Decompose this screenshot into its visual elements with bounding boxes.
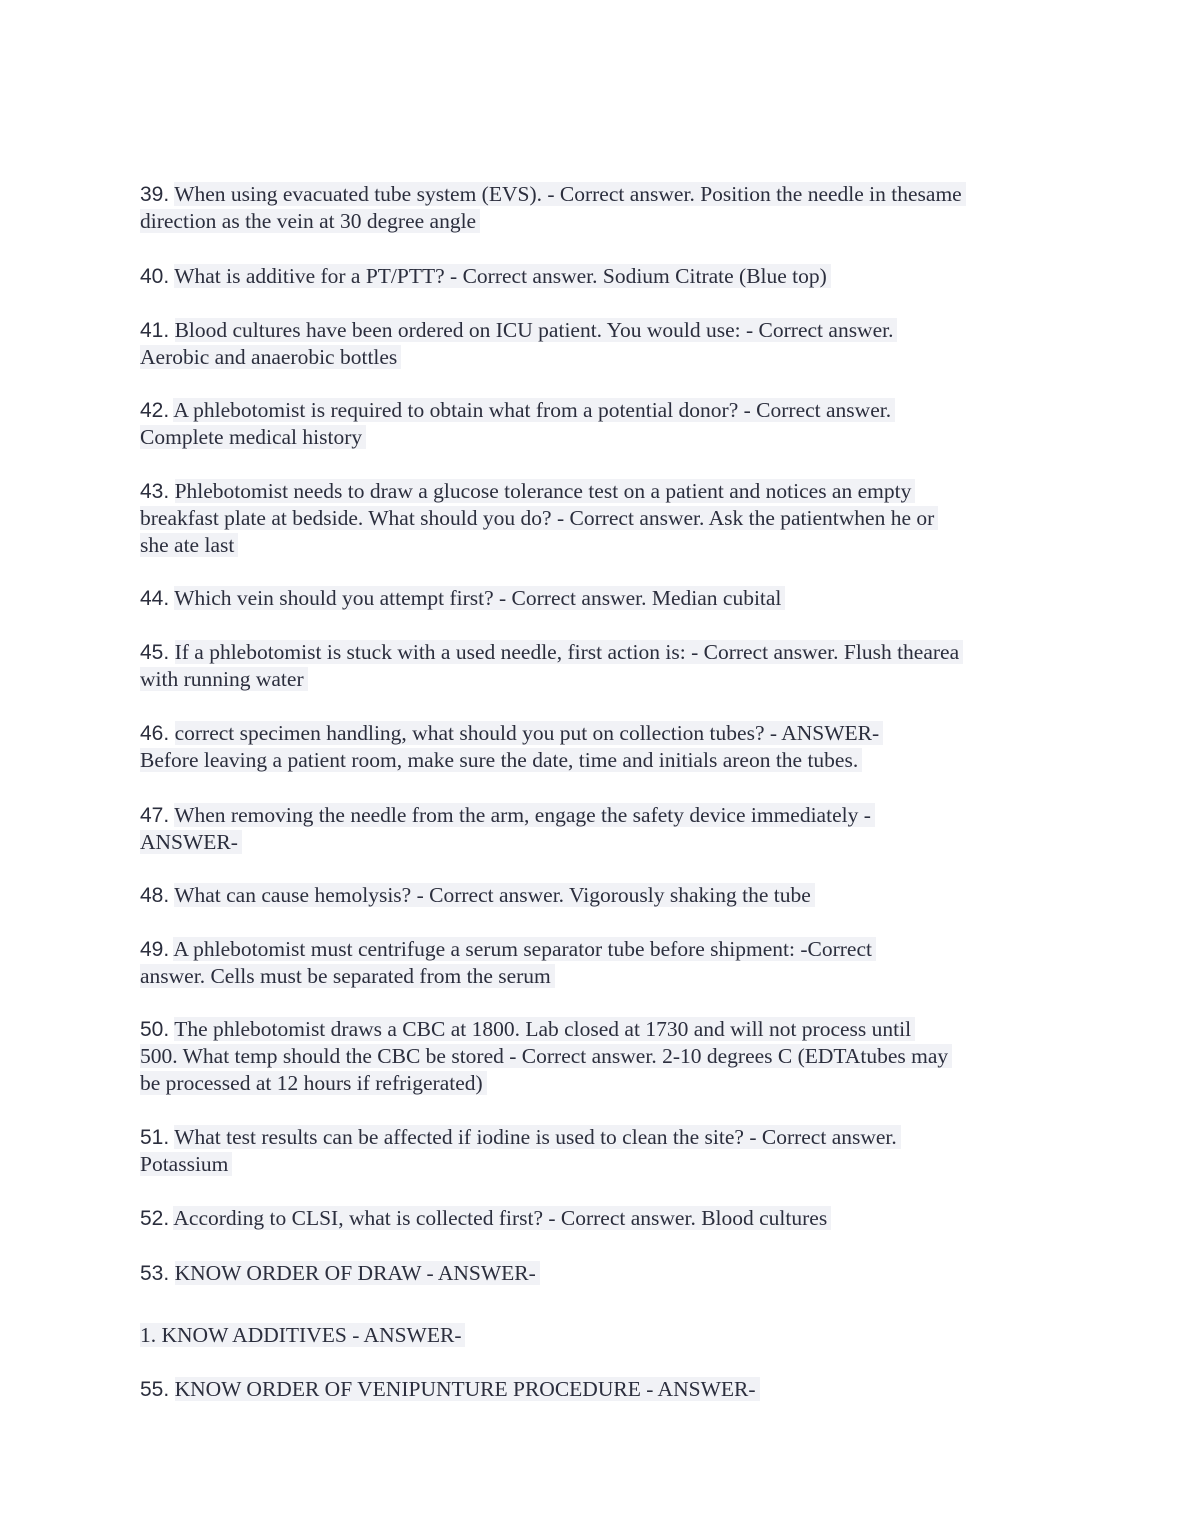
item-number: 49. xyxy=(140,938,170,961)
qa-item-52 xyxy=(140,1205,1050,1232)
qa-item-55 xyxy=(140,1376,1050,1403)
item-text-line: Which vein should you attempt first? - Correct answer. Median cubital xyxy=(174,586,785,610)
item-text-line: What is additive for a PT/PTT? - Correct answer. Sodium Citrate (Blue top) xyxy=(174,264,831,288)
qa-item-43 xyxy=(140,478,1050,559)
item-text-line: KNOW ORDER OF VENIPUNTURE PROCEDURE - ANSWER- xyxy=(175,1377,760,1401)
item-number: 41. xyxy=(140,319,170,342)
item-number: 44. xyxy=(140,587,170,610)
item-text-line: answer. Cells must be separated from the serum xyxy=(140,964,555,988)
qa-item-47 xyxy=(140,802,1050,856)
item-number: 47. xyxy=(140,804,170,827)
qa-item-45 xyxy=(140,639,1050,693)
item-text-line: A phlebotomist is required to obtain what from a potential donor? - Correct answer. xyxy=(173,398,895,422)
qa-item-41 xyxy=(140,317,1050,371)
qa-item-48 xyxy=(140,882,1050,909)
item-number: 50. xyxy=(140,1018,170,1041)
item-number: 55. xyxy=(140,1378,170,1401)
item-text-line: correct specimen handling, what should you put on collection tubes? - ANSWER- xyxy=(175,721,884,745)
item-number: 53. xyxy=(140,1262,170,1285)
item-text-line: Complete medical history xyxy=(140,425,366,449)
qa-item-40 xyxy=(140,263,1050,290)
item-text-line: with running water xyxy=(140,667,308,691)
qa-item-44 xyxy=(140,585,1050,612)
item-text-line: What can cause hemolysis? - Correct answer. Vigorously shaking the tube xyxy=(174,883,815,907)
item-text-line: Blood cultures have been ordered on ICU patient. You would use: - Correct answer. xyxy=(175,318,898,342)
qa-item-39 xyxy=(140,181,1050,235)
item-text-line: Aerobic and anaerobic bottles xyxy=(140,345,401,369)
qa-item-50 xyxy=(140,1016,1050,1097)
item-text-line: breakfast plate at bedside. What should you do? - Correct answer. Ask the patientwhen he or xyxy=(140,506,938,530)
item-number: 42. xyxy=(140,399,170,422)
item-text-line: be processed at 12 hours if refrigerated) xyxy=(140,1071,487,1095)
item-number: 39. xyxy=(140,183,170,206)
qa-item-42 xyxy=(140,397,1050,451)
item-text-line: When using evacuated tube system (EVS). - Correct answer. Position the needle in thesame xyxy=(174,182,966,206)
item-text-line: According to CLSI, what is collected first? - Correct answer. Blood cultures xyxy=(173,1206,831,1230)
item-text-line: Before leaving a patient room, make sure the date, time and initials areon the tubes. xyxy=(140,748,862,772)
qa-item-additives xyxy=(140,1322,1050,1349)
item-number: 40. xyxy=(140,265,170,288)
item-text-line: ANSWER- xyxy=(140,830,242,854)
qa-item-51 xyxy=(140,1124,1050,1178)
item-text-line: Phlebotomist needs to draw a glucose tolerance test on a patient and notices an empty xyxy=(175,479,916,503)
item-text-line: A phlebotomist must centrifuge a serum separator tube before shipment: -Correct xyxy=(173,937,876,961)
item-text-line: What test results can be affected if iodine is used to clean the site? - Correct answer. xyxy=(174,1125,901,1149)
item-number: 48. xyxy=(140,884,170,907)
qa-item-49 xyxy=(140,936,1050,990)
item-text-line: The phlebotomist draws a CBC at 1800. Lab closed at 1730 and will not process until xyxy=(174,1017,915,1041)
item-text-line: she ate last xyxy=(140,533,238,557)
item-number: 43. xyxy=(140,480,170,503)
item-text-line: Potassium xyxy=(140,1152,232,1176)
qa-item-46 xyxy=(140,720,1050,774)
item-text-line: 500. What temp should the CBC be stored - Correct answer. 2-10 degrees C (EDTAtubes may xyxy=(140,1044,952,1068)
item-text-line: When removing the needle from the arm, engage the safety device immediately - xyxy=(174,803,875,827)
qa-item-53 xyxy=(140,1260,1050,1287)
item-text-line: direction as the vein at 30 degree angle xyxy=(140,209,480,233)
item-number: 46. xyxy=(140,722,170,745)
item-number: 52. xyxy=(140,1207,170,1230)
item-number: 45. xyxy=(140,641,170,664)
item-text-line: KNOW ORDER OF DRAW - ANSWER- xyxy=(175,1261,540,1285)
item-number: 51. xyxy=(140,1126,170,1149)
item-text-line: 1. KNOW ADDITIVES - ANSWER- xyxy=(140,1323,465,1347)
item-text-line: If a phlebotomist is stuck with a used needle, first action is: - Correct answer. Flush thearea xyxy=(175,640,964,664)
